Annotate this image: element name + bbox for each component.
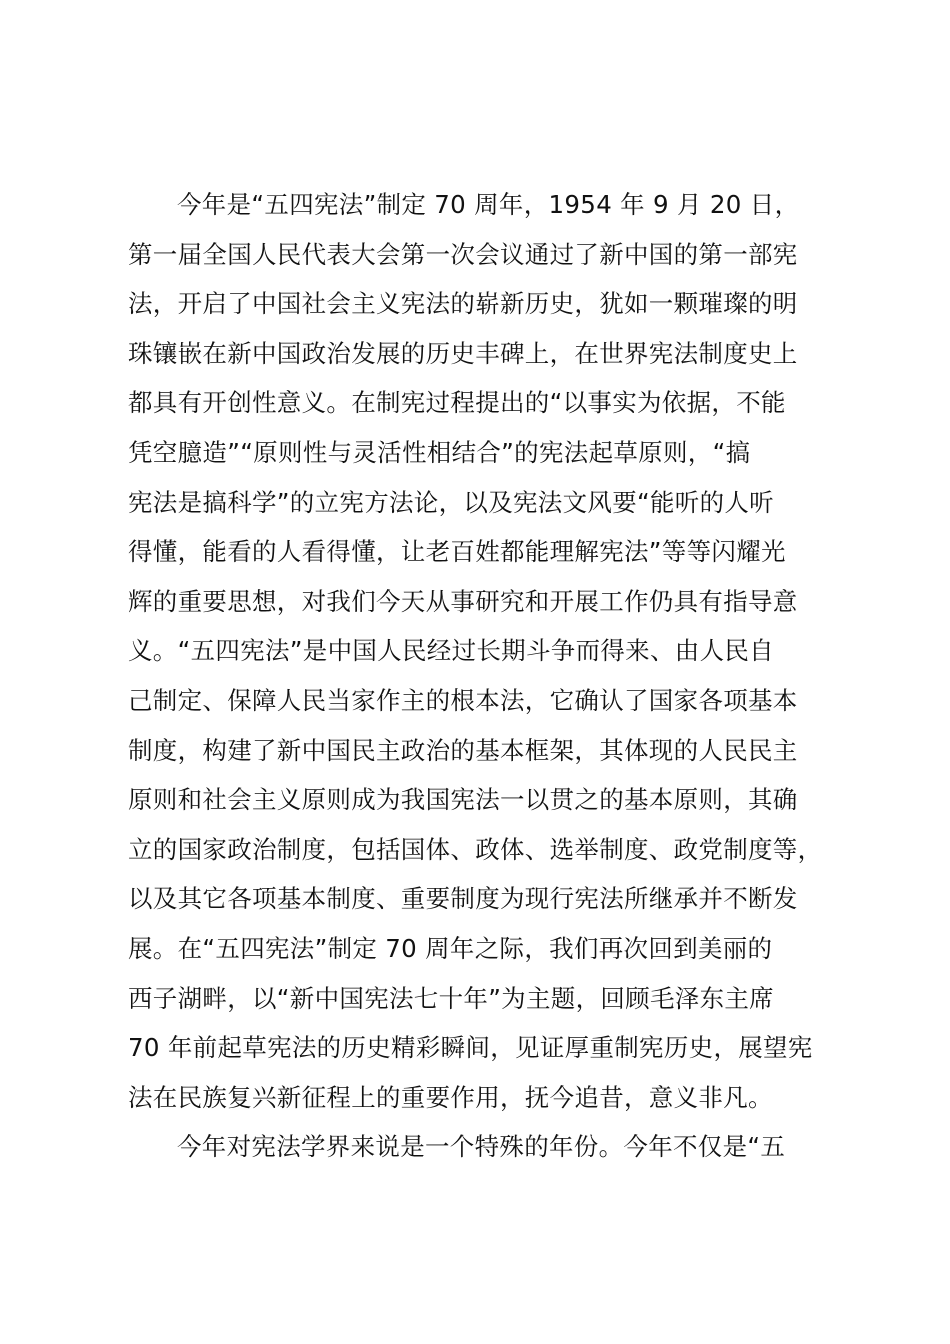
text-line: 辉的重要思想，对我们今天从事研究和开展工作仍具有指导意 [128, 586, 798, 616]
text-line: 70 年前起草宪法的历史精彩瞬间，见证厚重制宪历史，展望宪 [128, 1033, 813, 1063]
text-line: 以及其它各项基本制度、重要制度为现行宪法所继承并不断发 [128, 884, 798, 914]
text-line: 珠镶嵌在新中国政治发展的历史丰碑上，在世界宪法制度史上 [128, 338, 798, 368]
text-line: 原则和社会主义原则成为我国宪法一以贯之的基本原则，其确 [128, 785, 798, 815]
text-line: 法，开启了中国社会主义宪法的崭新历史，犹如一颗璀璨的明 [128, 289, 798, 319]
text-line: 宪法是搞科学”的立宪方法论，以及宪法文风要“能听的人听 [128, 487, 774, 517]
text-line: 第一届全国人民代表大会第一次会议通过了新中国的第一部宪 [128, 239, 798, 269]
text-line: 都具有开创性意义。在制宪过程提出的“以事实为依据，不能 [128, 388, 786, 418]
text-line: 立的国家政治制度，包括国体、政体、选举制度、政党制度等， [128, 834, 823, 864]
paragraph-2 [128, 1122, 834, 1172]
body-text [128, 180, 834, 1172]
text-line: 今年对宪法学界来说是一个特殊的年份。今年不仅是“五 [177, 1132, 786, 1162]
text-line: 展。在“五四宪法”制定 70 周年之际，我们再次回到美丽的 [128, 933, 773, 963]
text-line: 今年是“五四宪法”制定 70 周年，1954 年 9 月 20 日， [177, 190, 800, 219]
text-line: 制度，构建了新中国民主政治的基本框架，其体现的人民民主 [128, 735, 798, 765]
text-line: 法在民族复兴新征程上的重要作用，抚今追昔，意义非凡。 [128, 1082, 773, 1112]
text-line: 西子湖畔，以“新中国宪法七十年”为主题，回顾毛泽东主席 [128, 983, 774, 1013]
text-line: 义。“五四宪法”是中国人民经过长期斗争而得来、由人民自 [128, 636, 774, 666]
text-line: 得懂，能看的人看得懂，让老百姓都能理解宪法”等等闪耀光 [128, 537, 786, 567]
paragraph-1 [128, 180, 834, 1122]
text-line: 凭空臆造”“原则性与灵活性相结合”的宪法起草原则，“搞 [128, 437, 751, 467]
text-line: 己制定、保障人民当家作主的根本法，它确认了国家各项基本 [128, 685, 798, 715]
